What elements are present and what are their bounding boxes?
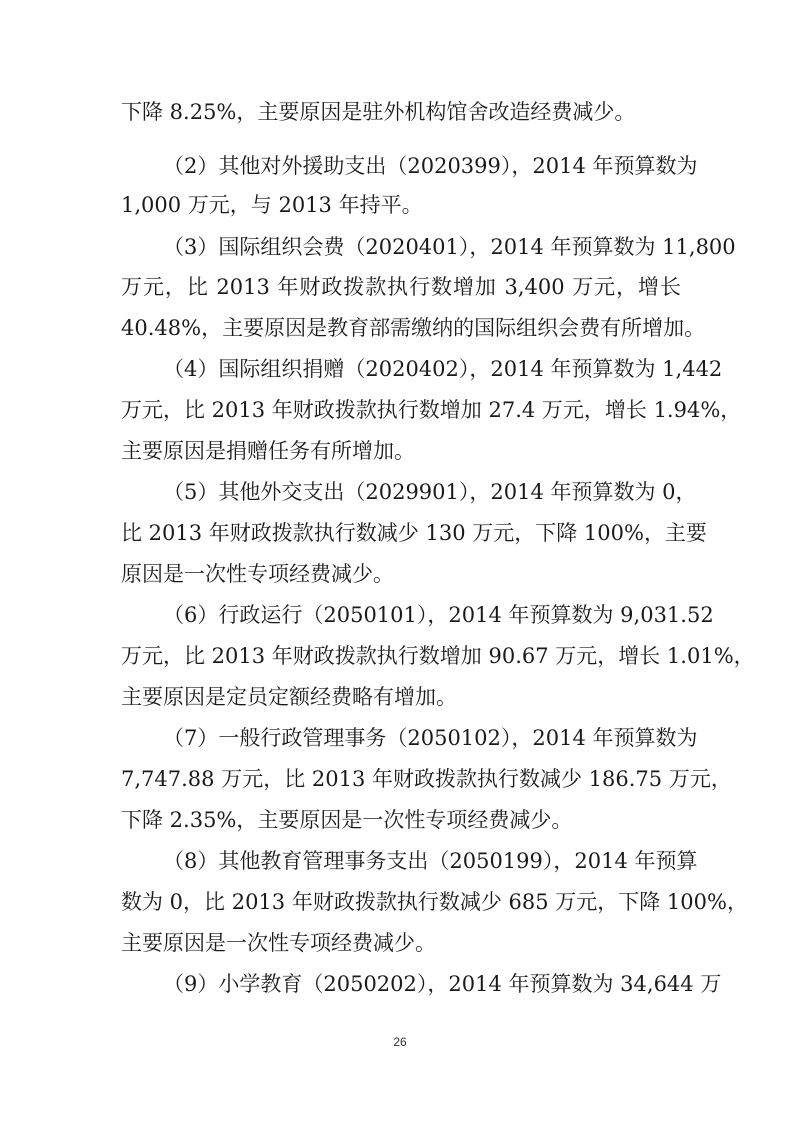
- text-line: 万元，比 2013 年财政拨款执行数增加 27.4 万元，增长 1.94%，: [121, 398, 742, 422]
- text-line: 下降 2.35%，主要原因是一次性专项经费减少。: [121, 808, 573, 832]
- text-line: 下降 8.25%，主要原因是驻外机构馆舍改造经费减少。: [121, 100, 636, 124]
- text-line: 40.48%，主要原因是教育部需缴纳的国际组织会费有所增加。: [121, 316, 706, 340]
- text-line: （9）小学教育（2050202），2014 年预算数为 34,644 万: [163, 972, 722, 996]
- text-line: 主要原因是捐赠任务有所增加。: [121, 439, 415, 463]
- text-line: 1,000 万元，与 2013 年持平。: [121, 193, 423, 217]
- text-line: 万元，比 2013 年财政拨款执行数增加 3,400 万元，增长: [121, 275, 681, 299]
- page-number: 26: [393, 1035, 407, 1049]
- text-line: （5）其他外交支出（2029901），2014 年预算数为 0，: [163, 480, 697, 504]
- text-line: （7）一般行政管理事务（2050102），2014 年预算数为: [163, 726, 698, 750]
- text-line: 万元，比 2013 年财政拨款执行数增加 90.67 万元，增长 1.01%，: [121, 644, 755, 668]
- text-line: 7,747.88 万元，比 2013 年财政拨款执行数减少 186.75 万元，: [121, 767, 732, 791]
- text-line: （2）其他对外援助支出（2020399），2014 年预算数为: [163, 154, 698, 178]
- text-line: （3）国际组织会费（2020401），2014 年预算数为 11,800: [163, 235, 736, 259]
- text-line: 原因是一次性专项经费减少。: [121, 562, 394, 586]
- text-line: 主要原因是一次性专项经费减少。: [121, 931, 436, 955]
- text-line: （8）其他教育管理事务支出（2050199），2014 年预算: [163, 849, 698, 873]
- text-line: 比 2013 年财政拨款执行数减少 130 万元，下降 100%，主要: [121, 521, 707, 545]
- text-line: （4）国际组织捐赠（2020402），2014 年预算数为 1,442: [163, 357, 723, 381]
- text-line: 数为 0，比 2013 年财政拨款执行数减少 685 万元，下降 100%，: [121, 890, 748, 914]
- text-line: （6）行政运行（2050101），2014 年预算数为 9,031.52: [163, 603, 714, 627]
- text-line: 主要原因是定员定额经费略有增加。: [121, 685, 457, 709]
